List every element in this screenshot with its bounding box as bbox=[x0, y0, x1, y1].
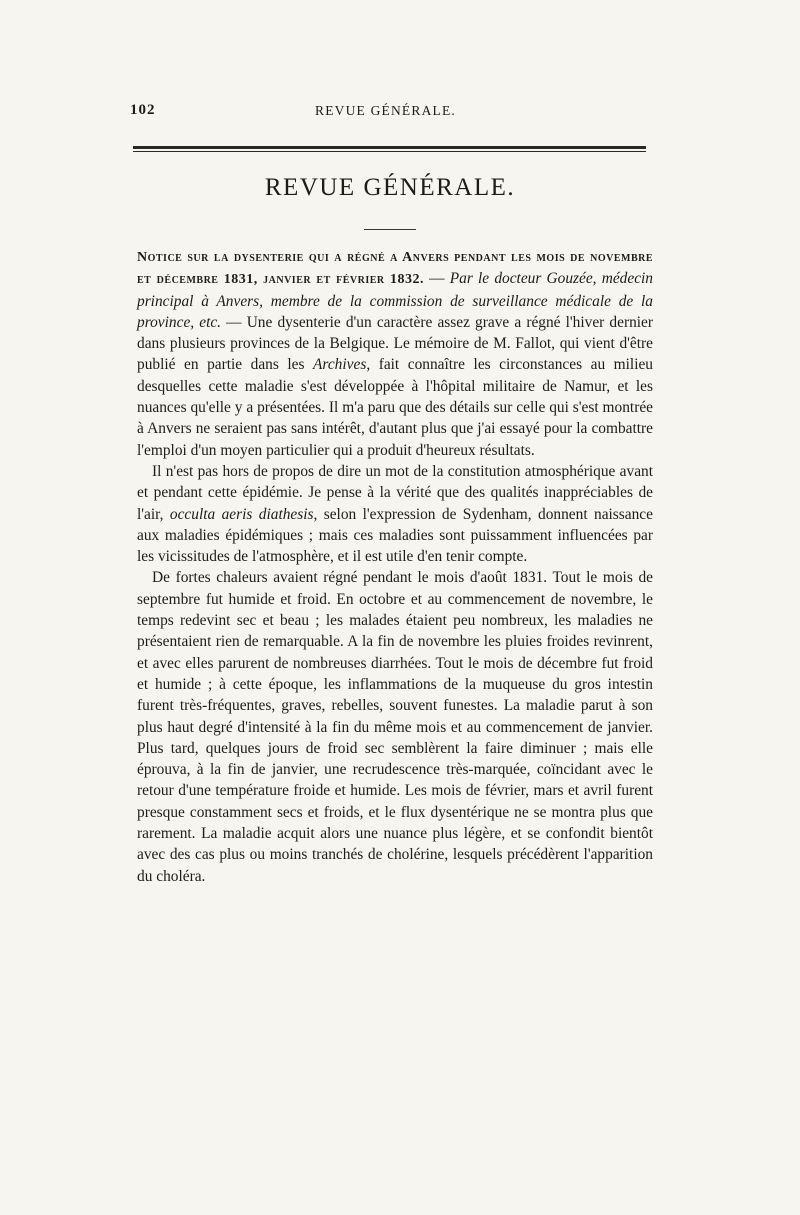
archives-title: Archives bbox=[313, 356, 367, 374]
dash: — bbox=[423, 270, 450, 288]
running-title: REVUE GÉNÉRALE. bbox=[315, 103, 456, 118]
running-head bbox=[130, 102, 650, 122]
author-line: Par le docteur Gouzée, médecin principal à Anvers, membre de la commission de surveillance médicale de la province, etc. bbox=[137, 270, 653, 331]
header-rule-thick bbox=[133, 146, 646, 149]
paragraph-2 bbox=[137, 461, 653, 567]
paragraph-2-text-a: Il n'est pas hors de propos de dire un mot de la constitution atmosphérique avant et pendant cette épidémie. Je pense à la vérité que des qualités inappréciables de l'air, bbox=[137, 462, 653, 523]
title-underline bbox=[364, 229, 416, 230]
article-heading: Notice sur la dysenterie qui a régné a Anvers pendant les mois de novembre et décembre 1831, janvier et février 1832. bbox=[137, 250, 653, 288]
paragraph-2-text-b: , selon l'expression de Sydenham, donnent naissance aux maladies épidémiques ; mais ces maladies sont puissamment influencées par les vicissitudes de l'atmosphère, et il est utile d'en tenir compte. bbox=[137, 505, 653, 566]
article-body bbox=[137, 246, 653, 887]
section-title: REVUE GÉNÉRALE. bbox=[264, 174, 516, 201]
paragraph-3: De fortes chaleurs avaient régné pendant le mois d'août 1831. Tout le mois de septembre fut humide et froid. En octobre et au commencement de novembre, le temps redevint sec et beau ; les malades étaient peu nombreux, les maladies ne présentaient rien de remarquable. A la fin de novembre les pluies froides revinrent, et avec elles parurent de nombreuses diarrhées. Tout le mois de décembre fut froid et humide ; à cette époque, les inflammations de la muqueuse du gros intestin furent très-fréquentes, graves, rebelles, souvent funestes. La maladie parut à son plus haut degré d'intensité à la fin du même mois et au commencement de janvier. Plus tard, quelques jours de froid sec semblèrent la faire diminuer ; mais elle éprouva, à la fin de janvier, une recrudescence très-marquée, coïncidant avec le retour d'une température froide et humide. Les mois de février, mars et avril furent presque constamment secs et froids, et le flux dysentérique ne se montra plus que rarement. La maladie acquit alors une nuance plus légère, et se confondit bientôt avec des cas plus ou moins tranchés de cholérine, lesquels précédèrent l'apparition du choléra. bbox=[137, 569, 653, 885]
header-rule-thin bbox=[133, 151, 646, 152]
paragraph-1 bbox=[137, 246, 653, 461]
paragraph-1-text-b: , fait connaître les circonstances au milieu desquelles cette maladie s'est développée à l'hôpital militaire de Namur, et les nuances qu'elle y a présentées. Il m'a paru que des détails sur celle qui s'est montrée à Anvers ne seraient pas sans intérêt, d'autant plus que j'ai essayé pour la combattre l'emploi d'un moyen particulier qui a produit d'heureux résultats. bbox=[137, 356, 653, 459]
latin-phrase: occulta aeris diathesis bbox=[169, 505, 314, 523]
paragraph-1-text-a: — Une dysenterie d'un caractère assez grave a régné l'hiver dernier dans plusieurs provinces de la Belgique. Le mémoire de M. Fallot, qui vient d'être publié en partie dans les bbox=[137, 313, 653, 374]
page-number: 102 bbox=[130, 102, 156, 118]
